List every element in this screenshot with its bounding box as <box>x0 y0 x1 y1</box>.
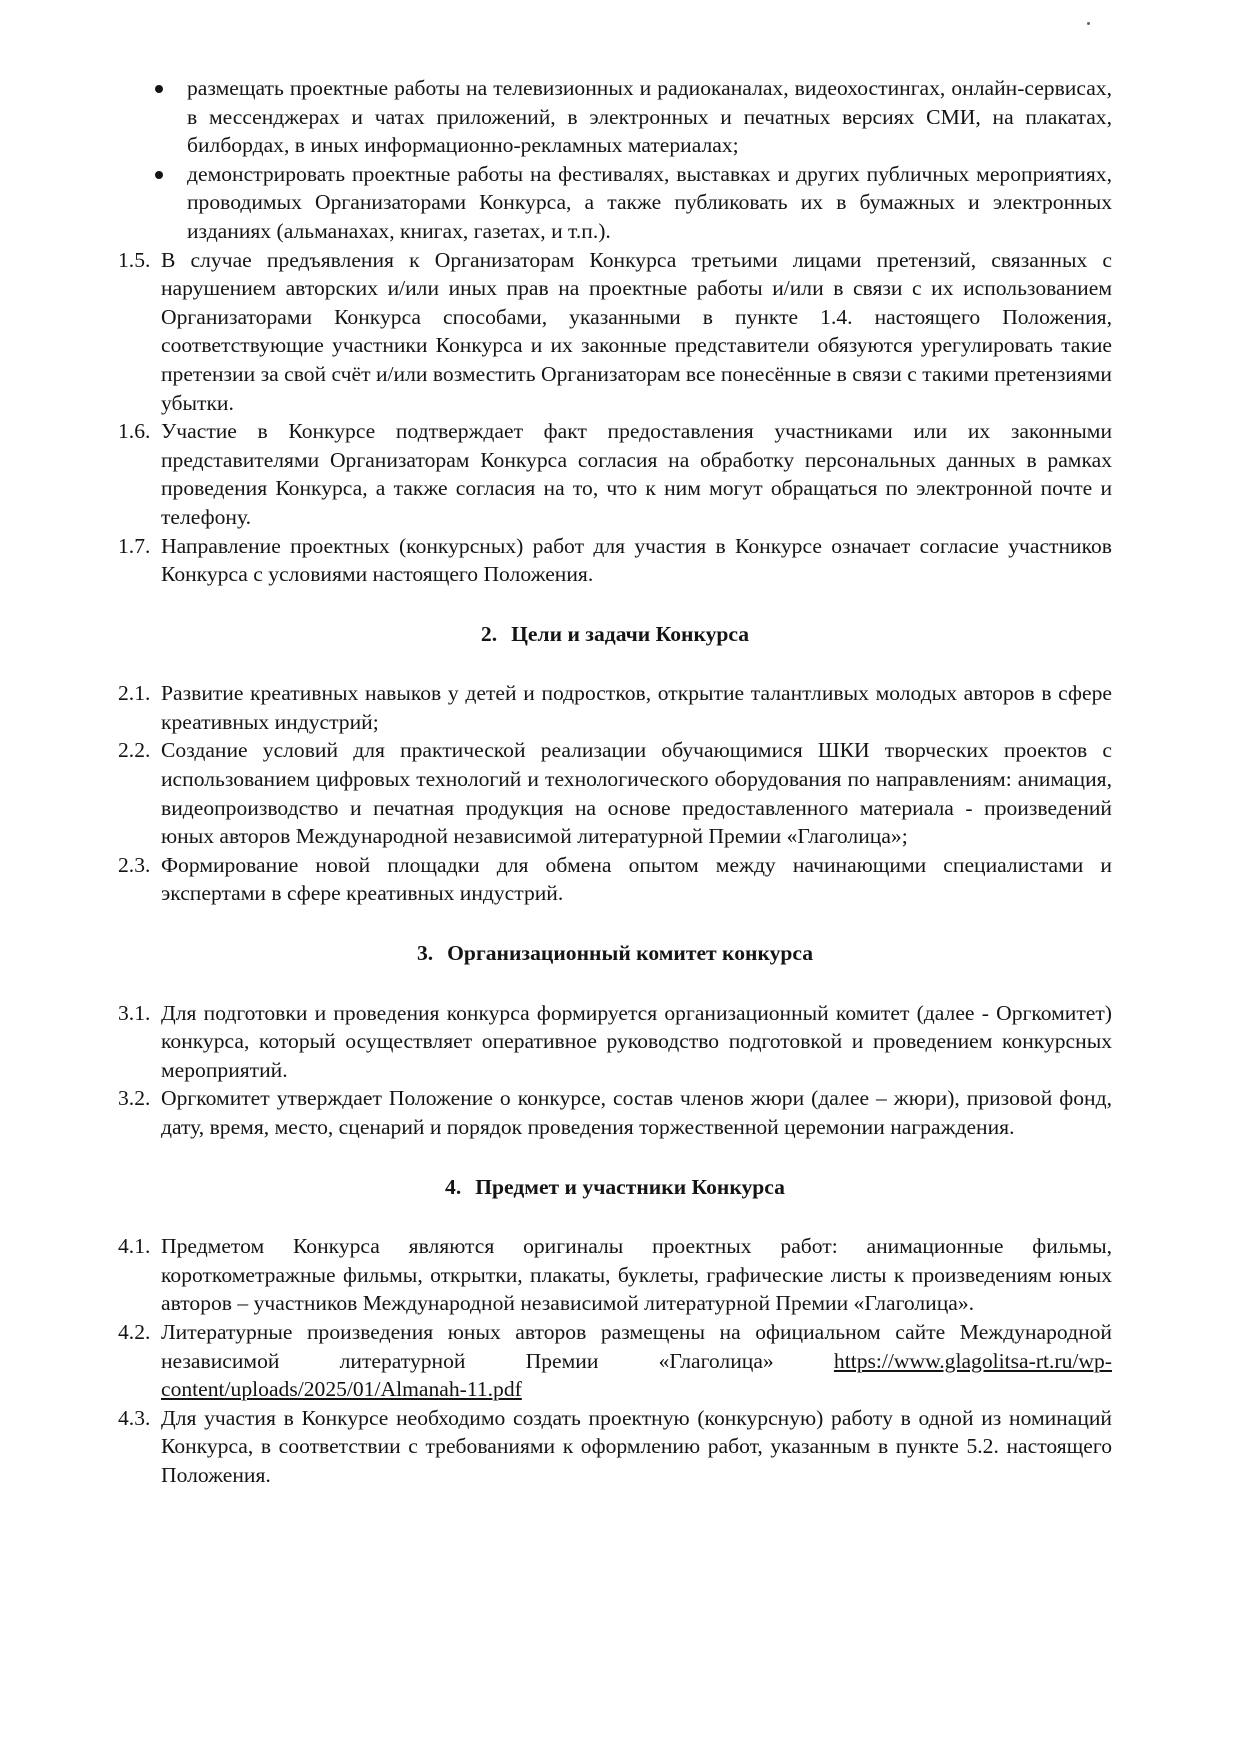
almanac-link[interactable]: https://www.glagolitsa-rt.ru/wp-content/uploads/2025/01/Almanah-11.pdf <box>161 1348 1112 1402</box>
clause-3-1: 3.1. Для подготовки и проведения конкурса формируется организационный комитет (далее - Оргкомитет) конкурса, который осуществляет оперативное руководство подготовкой и проведением конкурсных мероприятий. <box>118 1000 1112 1082</box>
section-4-heading: 4. Предмет и участники Конкурса <box>445 1174 785 1199</box>
clause-2-2: 2.2. Создание условий для практической реализации обучающимися ШКИ творческих проектов с использованием цифровых технологий и технологического оборудования по направлениям: анимация, видеопроизводство и печатная продукция на основе предоставленного материала - произведений юных авторов Международной независимой литературной Премии «Глаголица»; <box>118 738 1112 849</box>
clause-4-1: 4.1. Предметом Конкурса являются оригиналы проектных работ: анимационные фильмы, короткометражные фильмы, открытки, плакаты, буклеты, графические листы к произведениям юных авторов – участников Международной независимой литературной Премии «Глаголица». <box>118 1234 1112 1316</box>
document-body <box>118 74 1112 1490</box>
clause-1-5: 1.5. В случае предъявления к Организаторам Конкурса третьими лицами претензий, связанных с нарушением авторских и/или иных прав на проектные работы и/или в связи с их использованием Организаторами Конкурса способами, указанными в пункте 1.4. настоящего Положения, соответствующие участники Конкурса и их законные представители обязуются урегулировать такие претензии за свой счёт и/или возместить Организаторам все понесённые в связи с такими претензиями убытки. <box>118 247 1112 415</box>
section-3-heading: 3. Организационный комитет конкурса <box>416 941 814 966</box>
bullet-dot-icon <box>155 171 163 179</box>
clause-4-3: 4.3. Для участия в Конкурсе необходимо создать проектную (конкурсную) работу в одной из номинаций Конкурса, в соответствии с требованиями к оформлению работ, указанным в пункте 5.2. настоящего Положения. <box>118 1405 1112 1487</box>
clause-2-3: 2.3. Формирование новой площадки для обмена опытом между начинающими специалистами и экспертами в сфере креативных индустрий. <box>118 852 1112 906</box>
clause-1-7: 1.7. Направление проектных (конкурсных) работ для участия в Конкурсе означает согласие участников Конкурса с условиями настоящего Положения. <box>118 533 1112 587</box>
bullet-item: размещать проектные работы на телевизионных и радиоканалах, видеохостингах, онлайн-сервисах, в мессенджерах и чатах приложений, в электронных и печатных версиях СМИ, на плакатах, билбордах, в иных информационно-рекламных материалах; <box>118 74 1112 160</box>
scan-speck <box>1087 22 1090 25</box>
clause-3-2: 3.2. Оргкомитет утверждает Положение о конкурсе, состав членов жюри (далее – жюри), призовой фонд, дату, время, место, сценарий и порядок проведения торжественной церемонии награждения. <box>118 1086 1112 1139</box>
bullet-list <box>118 74 1112 246</box>
clause-2-1: 2.1. Развитие креативных навыков у детей и подростков, открытие талантливых молодых авторов в сфере креативных индустрий; <box>118 681 1112 734</box>
section-2-heading: 2. Цели и задачи Конкурса <box>480 621 750 646</box>
clause-4-2: 4.2. Литературные произведения юных авторов размещены на официальном сайте Международной независимой литературной Премии «Глаголица» https://www.glagolitsa-rt.ru/wp-content/uploads/2025/01/Almanah-11.pdf <box>118 1319 1112 1402</box>
clause-1-6: 1.6. Участие в Конкурсе подтверждает факт предоставления участниками или их законными представителями Организаторам Конкурса согласия на обработку персональных данных в рамках проведения Конкурса, а также согласия на то, что к ним могут обращаться по электронной почте и телефону. <box>118 419 1112 529</box>
bullet-item: демонстрировать проектные работы на фестивалях, выставках и других публичных мероприятиях, проводимых Организаторами Конкурса, а также публиковать их в бумажных и электронных изданиях (альманахах, книгах, газетах, и т.п.). <box>118 160 1112 246</box>
bullet-dot-icon <box>155 85 163 93</box>
